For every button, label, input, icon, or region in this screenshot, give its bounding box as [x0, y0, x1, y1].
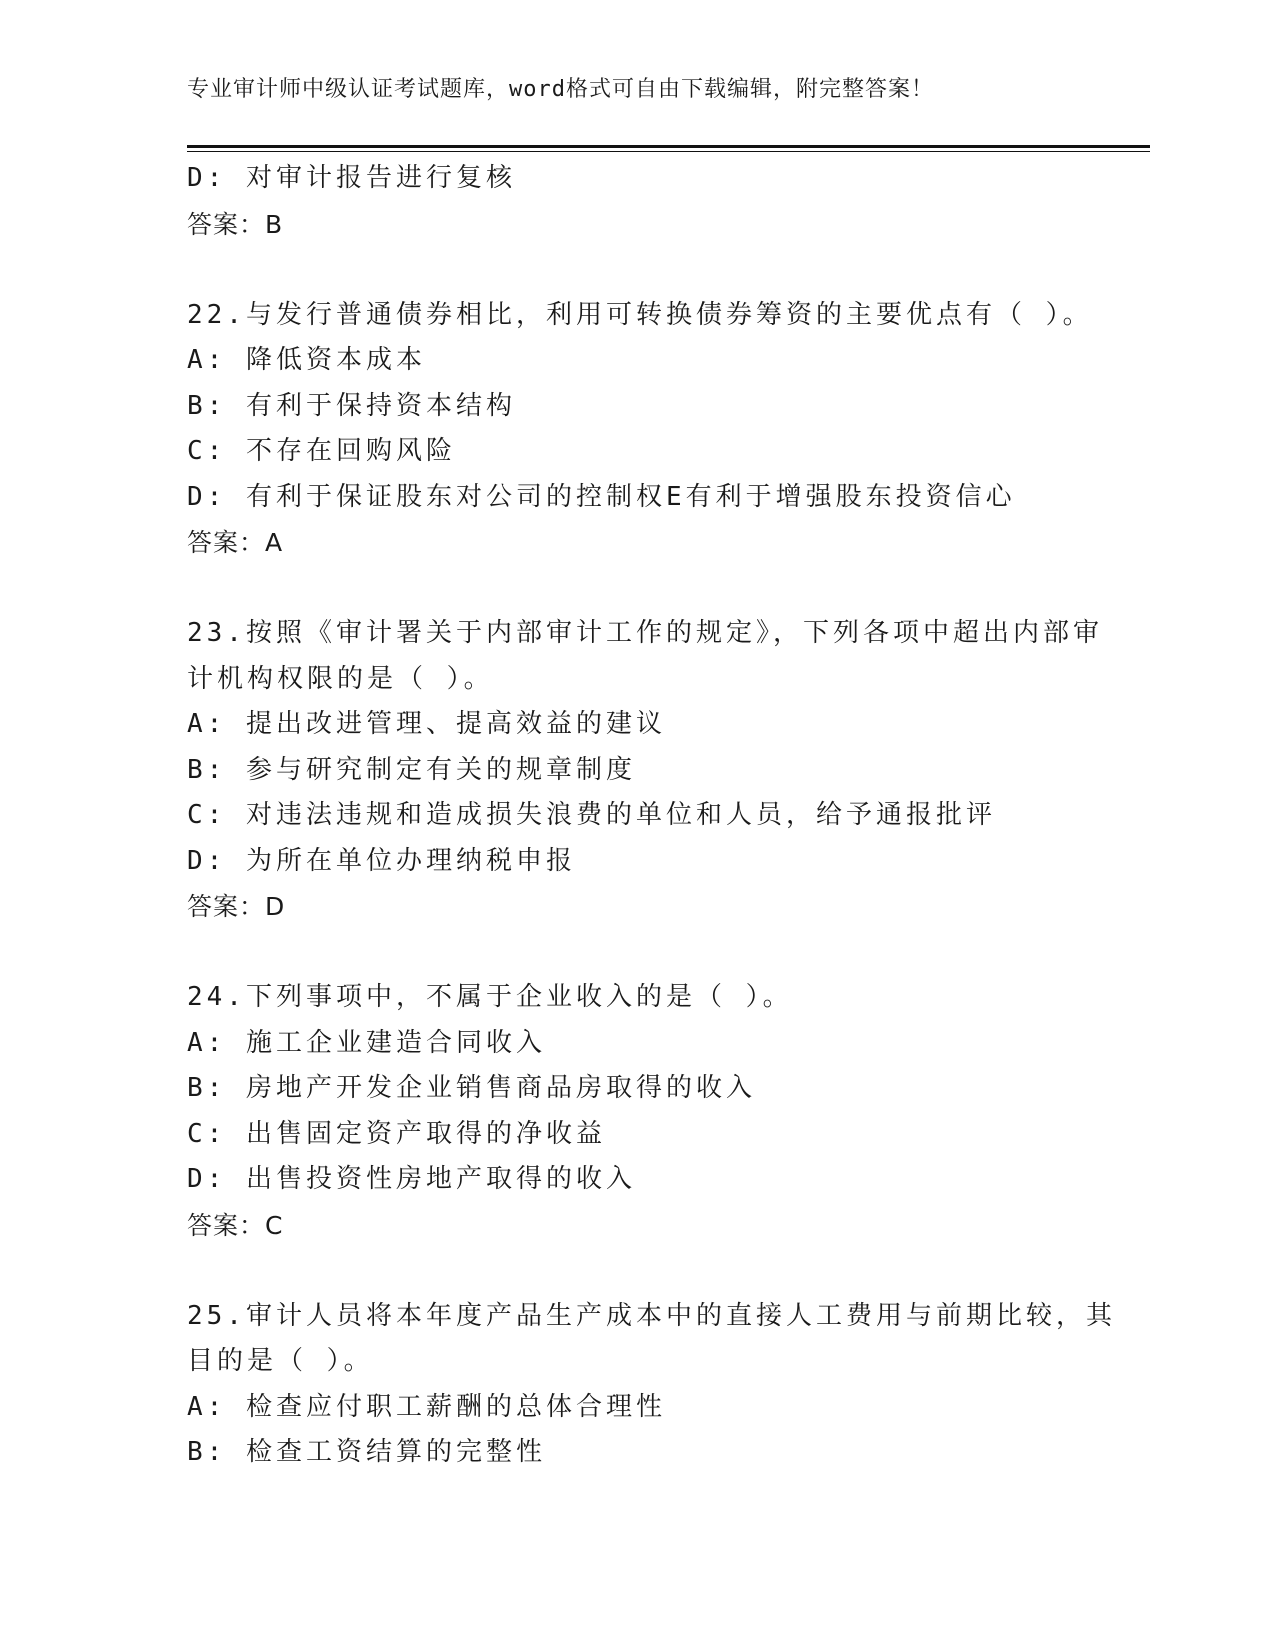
question-text: 23.按照《审计署关于内部审计工作的规定》，下列各项中超出内部审 [187, 618, 1103, 648]
option-line: B: 房地产开发企业销售商品房取得的收入 [187, 1073, 756, 1103]
option-line: A: 施工企业建造合同收入 [187, 1027, 546, 1058]
option-line: B: 有利于保持资本结构 [187, 390, 516, 421]
header-rule-thick [187, 145, 1150, 148]
answer-line: 答案：D [187, 892, 286, 921]
paragraph-gap [187, 930, 1087, 976]
question-text: 22.与发行普通债券相比，利用可转换债券筹资的主要优点有（ ）。 [187, 299, 1093, 330]
question-text: 24.下列事项中，不属于企业收入的是（ ）。 [187, 982, 793, 1012]
option-line: A: 降低资本成本 [187, 345, 426, 375]
question-text: 计机构权限的是（ ）。 [187, 663, 494, 694]
answer-line: 答案：C [187, 1210, 284, 1240]
option-line: D: 为所在单位办理纳税申报 [187, 845, 576, 876]
paragraph-gap [187, 566, 1087, 612]
option-line: B: 参与研究制定有关的规章制度 [187, 754, 636, 785]
option-line: C: 出售固定资产取得的净收益 [187, 1118, 606, 1149]
question-text: 目的是（ ）。 [187, 1346, 374, 1376]
option-line: C: 不存在回购风险 [187, 436, 456, 466]
answer-line: 答案：A [187, 528, 284, 557]
option-line: A: 检查应付职工薪酬的总体合理性 [187, 1391, 666, 1422]
option-line: D: 出售投资性房地产取得的收入 [187, 1164, 636, 1194]
paragraph-gap [187, 1248, 1087, 1294]
option-line: D: 对审计报告进行复核 [187, 163, 516, 193]
question-text: 25.审计人员将本年度产品生产成本中的直接人工费用与前期比较，其 [187, 1300, 1116, 1331]
paragraph-gap [187, 247, 1087, 293]
option-line: D: 有利于保证股东对公司的控制权E有利于增强股东投资信心 [187, 481, 1016, 512]
option-line: B: 检查工资结算的完整性 [187, 1437, 546, 1467]
option-line: A: 提出改进管理、提高效益的建议 [187, 709, 666, 739]
header-rule-thin [187, 151, 1150, 152]
answer-line: 答案：B [187, 209, 284, 239]
question-content [187, 156, 1116, 1476]
page-header: 专业审计师中级认证考试题库，word格式可自由下载编辑，附完整答案！ [187, 77, 934, 102]
option-line: C: 对违法违规和造成损失浪费的单位和人员，给予通报批评 [187, 800, 996, 830]
